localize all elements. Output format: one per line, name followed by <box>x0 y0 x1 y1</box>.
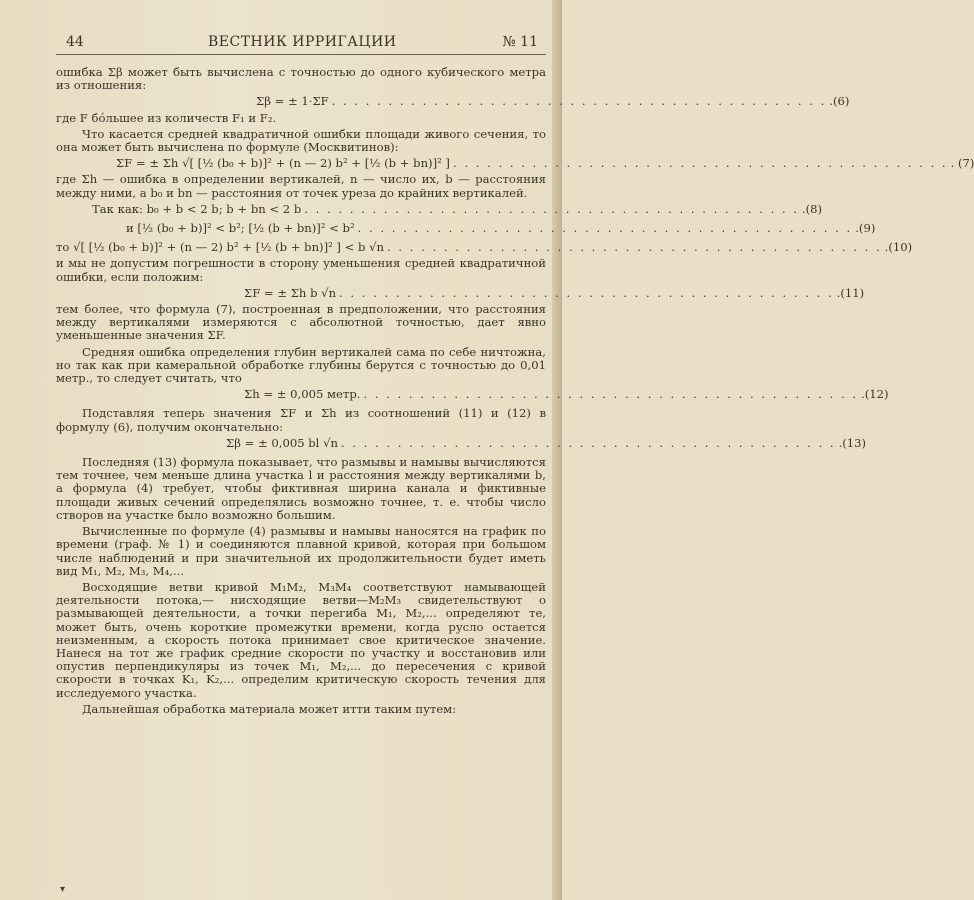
formula-expression: Σh = ± 0,005 метр. <box>244 387 361 402</box>
equation-number: .(8) <box>801 201 823 216</box>
equation-number: .(9) <box>855 221 876 236</box>
article-body <box>56 65 974 716</box>
dot-leader: . . . . . . . . . . . . . . . . . . . . . . . . . . . . . . . . . . . . . . . . . . . . <box>339 285 834 300</box>
formula-expression: ΣF = ± Σh b √n <box>244 285 337 300</box>
paragraph: где Σh — ошибка в определении вертикалей, n — число их, b — расстояния между ними, а b₀ и bn — расстояния от точек уреза до крайних вертикалей. <box>56 172 546 200</box>
issue-number: № 11 <box>502 34 538 50</box>
formula-line <box>56 156 974 171</box>
page-number: 44 <box>66 34 84 50</box>
dot-leader: . . . . . . . . . . . . . . . . . . . . . . . . . . . . . . . . . . . . . . . . . . . . <box>304 201 799 216</box>
formula-line <box>56 201 823 216</box>
paragraph: Подставляя теперь значения ΣF и Σh из соотношений (11) и (12) в формулу (6), получим окончательно: <box>56 406 546 434</box>
formula-line <box>56 435 867 450</box>
paragraph: Вычисленные по формуле (4) размывы и намывы наносятся на график по времени (граф. № 1) и соединяются плавной кривой, которая при большом числе наблюдений и при значительной их продолжительности будет иметь вид M₁, M₂, M₃, M₄,... <box>56 524 546 578</box>
paragraph: Восходящие ветви кривой M₁M₂, M₃M₄ соответствуют намывающей деятельности потока,— нисходящие ветви—M₂M₃ свидетельствуют о размывающей деятельности, а точки перегиба M₁, M₂,... определяют те, может быть, очень короткие промежутки времени, когда русло остается неизменным, а скорость потока принимает свое критическое значение. Нанеся на тот же график средние скорости по участку и восстановив или опустив перпендикуляры из точек M₁, M₂,... до пересечения с кривой скорости в точках K₁, K₂,... определим критическую скорость течения для исследуемого участка. <box>56 579 546 700</box>
equation-number: .(10) <box>884 240 913 255</box>
journal-title: ВЕСТНИК ИРРИГАЦИИ <box>208 34 397 50</box>
paragraph: тем более, что формула (7), построенная в предположении, что расстояния между вертикалями измеряются с абсолютной точностью, дает явно уменьшенные значения ΣF. <box>56 302 546 343</box>
formula-line <box>56 240 913 255</box>
paragraph: Дальнейшая обработка материала может итти таким путем: <box>82 701 457 716</box>
equation-number: .(13) <box>838 435 867 450</box>
dot-leader: . . . . . . . . . . . . . . . . . . . . . . . . . . . . . . . . . . . . . . . . . . . . <box>387 240 882 255</box>
equation-number: .(12) <box>861 387 889 402</box>
equation-number: .(6) <box>829 94 850 109</box>
equation-number: .(11) <box>836 285 865 300</box>
paragraph: Средняя ошибка определения глубин вертикалей сама по себе ничтожна, но так как при камеральной обработке глубины берутся с точностью до 0,01 метр., то следует считать, что <box>56 344 546 386</box>
paragraph: ошибка Σβ может быть вычислена с точностью до одного кубического метра из отношения: <box>56 65 546 93</box>
formula-expression: и [½ (b₀ + b)]² < b²; [½ (b + bn)]² < b² <box>126 221 355 236</box>
formula-expression: Так как: b₀ + b < 2 b; b + bn < 2 b <box>92 201 302 216</box>
formula-line <box>56 387 889 402</box>
page-header <box>56 34 546 55</box>
paragraph: и мы не допустим погрешности в сторону уменьшения средней квадратичной ошибки, если положим: <box>56 256 546 284</box>
dot-leader: . . . . . . . . . . . . . . . . . . . . . . . . . . . . . . . . . . . . . . . . . . . . <box>357 221 853 236</box>
paragraph: Последняя (13) формула показывает, что размывы и намывы вычисляются тем точнее, чем меньше длина участка l и расстояния между вертикалями b, а формула (4) требует, чтобы фиктивная ширина канала и фиктивные площади живых сечений определялись возможно точнее, т. е. чтобы число створов на участке было возможно большим. <box>56 455 546 522</box>
formula-line <box>56 94 850 109</box>
paragraph: где F бóльшее из количеств F₁ и F₂. <box>56 110 277 125</box>
formula-expression: Σβ = ± 0,005 bl √n <box>226 435 338 450</box>
formula-line <box>56 285 865 300</box>
paragraph: Что касается средней квадратичной ошибки площади живого сечения, то она может быть вычислена по формуле (Москвитинов): <box>56 126 546 155</box>
formula-expression: то √[ [½ (b₀ + b)]² + (n — 2) b² + [½ (b + bn)]² ] < b √n <box>56 240 385 255</box>
equation-number: . (7) <box>950 156 974 171</box>
dot-leader: . . . . . . . . . . . . . . . . . . . . . . . . . . . . . . . . . . . . . . . . . . . . <box>331 94 827 109</box>
formula-expression: Σβ = ± 1·ΣF <box>256 94 329 109</box>
formula-expression: ΣF = ± Σh √[ [½ (b₀ + b)]² + (n — 2) b² + [½ (b + bn)]² ] <box>116 156 450 171</box>
dot-leader: . . . . . . . . . . . . . . . . . . . . . . . . . . . . . . . . . . . . . . . . . . . . <box>340 435 836 450</box>
dot-leader: . . . . . . . . . . . . . . . . . . . . . . . . . . . . . . . . . . . . . . . . . . . . <box>363 387 859 402</box>
footer-mark: ▾ <box>60 884 66 895</box>
formula-line <box>56 221 876 236</box>
dot-leader: . . . . . . . . . . . . . . . . . . . . . . . . . . . . . . . . . . . . . . . . . . . . <box>452 156 948 171</box>
